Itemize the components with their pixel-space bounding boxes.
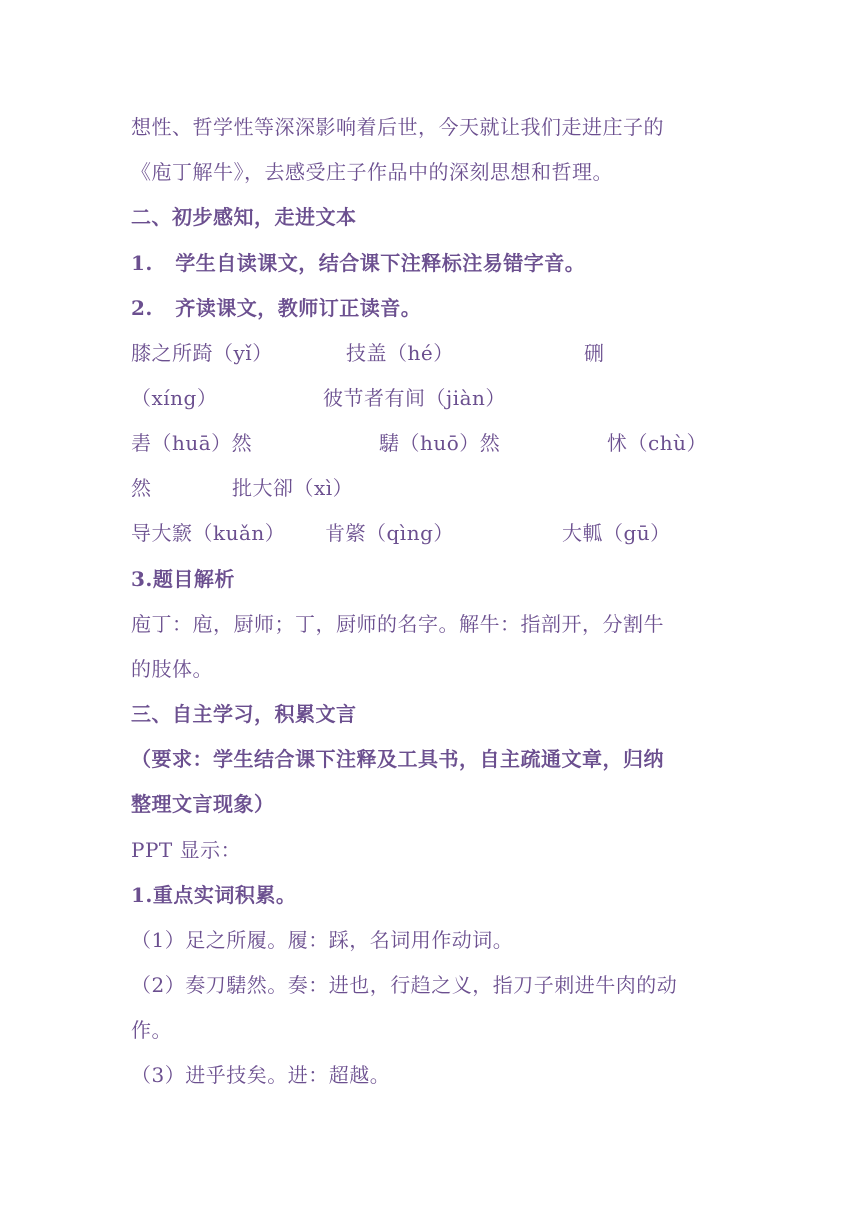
pron-row5-item3: 大軱（gū） (562, 521, 671, 545)
requirement-line-1: （要求：学生结合课下注释及工具书，自主疏通文章，归纳 (131, 747, 664, 771)
section2-heading: 二、初步感知，走进文本 (131, 205, 357, 229)
pron-row1-item3: 硎 (584, 341, 605, 365)
pron-row3-item3: 怵（chù） (607, 431, 707, 455)
pron-row5-item2: 肯綮（qìng） (325, 521, 454, 545)
vocab-item-1: （1）足之所履。履：踩，名词用作动词。 (131, 928, 514, 952)
pron-row4-item2: 批大卻（xì） (232, 476, 354, 500)
requirement-line-2: 整理文言现象） (131, 792, 275, 816)
pron-row3-item2: 騞（huō）然 (379, 431, 501, 455)
step1: 1. 学生自读课文，结合课下注释标注易错字音。 (131, 251, 586, 275)
pron-row1-item2: 技盖（hé） (346, 341, 454, 365)
vocab-heading: 1.重点实词积累。 (131, 883, 297, 907)
intro-line-2: 《庖丁解牛》，去感受庄子作品中的深刻思想和哲理。 (131, 160, 613, 184)
pron-row3-item1: 砉（huā）然 (131, 431, 253, 455)
vocab-item-2-line-2: 作。 (131, 1018, 172, 1042)
pron-row5-item1: 导大窾（kuǎn） (131, 521, 286, 545)
pron-row2-item1: （xíng） (131, 386, 218, 410)
pron-row1-item1: 膝之所踦（yǐ） (131, 341, 273, 365)
pron-row4-item1: 然 (131, 476, 152, 500)
step2: 2. 齐读课文，教师订正读音。 (131, 296, 422, 320)
section3-heading: 三、自主学习，积累文言 (131, 702, 357, 726)
pron-row2-item2: 彼节者有间（jiàn） (323, 386, 506, 410)
title-explain-line-2: 的肢体。 (131, 657, 213, 681)
vocab-item-3: （3）进乎技矣。进：超越。 (131, 1063, 391, 1087)
vocab-item-2-line-1: （2）奏刀騞然。奏：进也，行趋之义，指刀子刺进牛肉的动 (131, 973, 678, 997)
step3: 3.题目解析 (131, 567, 235, 591)
ppt-label: PPT 显示： (131, 838, 242, 862)
intro-line-1: 想性、哲学性等深深影响着后世，今天就让我们走进庄子的 (131, 115, 664, 139)
title-explain-line-1: 庖丁：庖，厨师；丁，厨师的名字。解牛：指剖开，分割牛 (131, 612, 664, 636)
